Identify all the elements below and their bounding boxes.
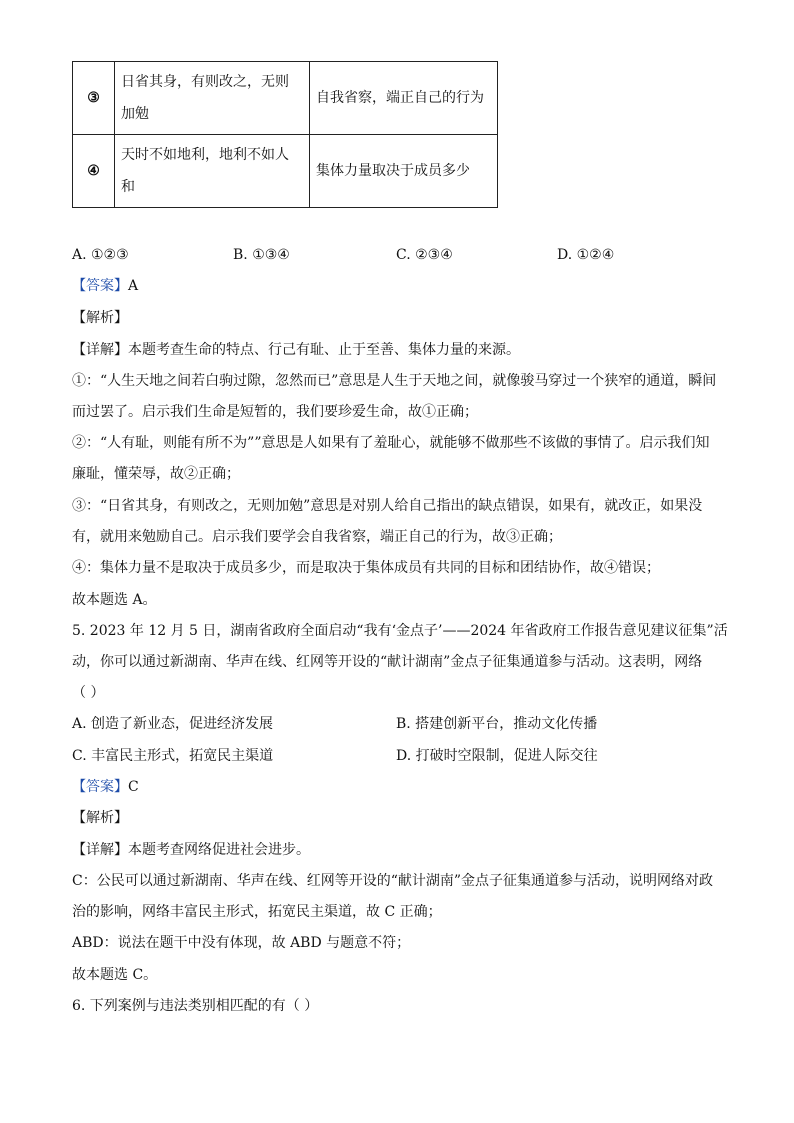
choice-b: B. 搭建创新平台，推动文化传播 [396, 716, 598, 732]
quote-line: 日省其身，有则改之，无则 [121, 74, 289, 90]
table-row [73, 62, 498, 135]
answer-value: C [128, 779, 139, 795]
choice-d: D. ①②④ [557, 247, 615, 263]
explanation-line: ③：“日省其身，有则改之，无则加勉”意思是对别人给自己指出的缺点错误，如果有，就改正，如果没 [72, 498, 703, 514]
quote-line: 天时不如地利，地利不如人 [121, 147, 289, 163]
quote-cell [115, 135, 310, 208]
question-stem: 5. 2023 年 12 月 5 日，湖南省政府全面启动“我有‘金点子’——2024 年省政府工作报告意见建议征集”活 [72, 623, 728, 639]
choice-a: A. 创造了新业态，促进经济发展 [72, 716, 274, 732]
explanation-line: 治的影响，网络丰富民主形式，拓宽民主渠道，故 C 正确； [72, 904, 442, 920]
question-stem: 动，你可以通过新湖南、华声在线、红网等开设的“献计湖南”金点子征集通道参与活动。这表明，网络 [72, 654, 703, 670]
table-row [73, 135, 498, 208]
analysis-tag: 【解析】 [72, 810, 128, 826]
conclusion-line: 故本题选 C。 [72, 967, 158, 983]
meaning-cell: 集体力量取决于成员多少 [310, 135, 498, 208]
explanation-line: 有，就用来勉励自己。启示我们要学会自我省察，端正自己的行为，故③正确； [72, 529, 562, 545]
choice-c: C. 丰富民主形式，拓宽民主渠道 [72, 748, 274, 764]
options-table [72, 61, 498, 208]
detail-line [72, 340, 520, 360]
detail-line [72, 840, 310, 860]
explanation-line: C：公民可以通过新湖南、华声在线、红网等开设的“献计湖南”金点子征集通道参与活动，说明网络对政 [72, 873, 714, 889]
choice-b: B. ①③④ [233, 247, 290, 263]
quote-cell [115, 62, 310, 135]
explanation-line: ④：集体力量不是取决于成员多少，而是取决于集体成员有共同的目标和团结协作，故④错误； [72, 560, 660, 576]
question-stem: 6. 下列案例与违法类别相匹配的有（ ） [72, 998, 319, 1014]
analysis-tag: 【解析】 [72, 310, 128, 326]
detail-text: 本题考查生命的特点、行己有耻、止于至善、集体力量的来源。 [128, 342, 520, 358]
row-number: ④ [73, 135, 115, 208]
answer-line [72, 777, 139, 797]
quote-line: 和 [121, 179, 135, 195]
explanation-line: ①：“人生天地之间若白驹过隙，忽然而已”意思是人生于天地之间，就像骏马穿过一个狭窄的通道，瞬间 [72, 373, 717, 389]
choice-c: C. ②③④ [396, 247, 453, 263]
conclusion-line: 故本题选 A。 [72, 592, 157, 608]
answer-tag: 【答案】 [72, 278, 128, 294]
explanation-line: ②：“人有耻，则能有所不为””意思是人如果有了羞耻心，就能够不做那些不该做的事情了。启示我们知 [72, 435, 710, 451]
explanation-line: 而过罢了。启示我们生命是短暂的，我们要珍爱生命，故①正确； [72, 404, 478, 420]
choice-d: D. 打破时空限制，促进人际交往 [396, 748, 598, 764]
detail-tag: 【详解】 [72, 842, 128, 858]
answer-tag: 【答案】 [72, 779, 128, 795]
answer-value: A [128, 278, 139, 294]
explanation-line: ABD：说法在题干中没有体现，故 ABD 与题意不符； [72, 935, 411, 951]
question-stem: （ ） [72, 685, 105, 701]
explanation-line: 廉耻，懂荣辱，故②正确； [72, 466, 240, 482]
detail-tag: 【详解】 [72, 342, 128, 358]
detail-text: 本题考查网络促进社会进步。 [128, 842, 310, 858]
meaning-cell: 自我省察，端正自己的行为 [310, 62, 498, 135]
row-number: ③ [73, 62, 115, 135]
answer-line [72, 276, 138, 296]
choice-a: A. ①②③ [72, 247, 129, 263]
quote-line: 加勉 [121, 106, 149, 122]
